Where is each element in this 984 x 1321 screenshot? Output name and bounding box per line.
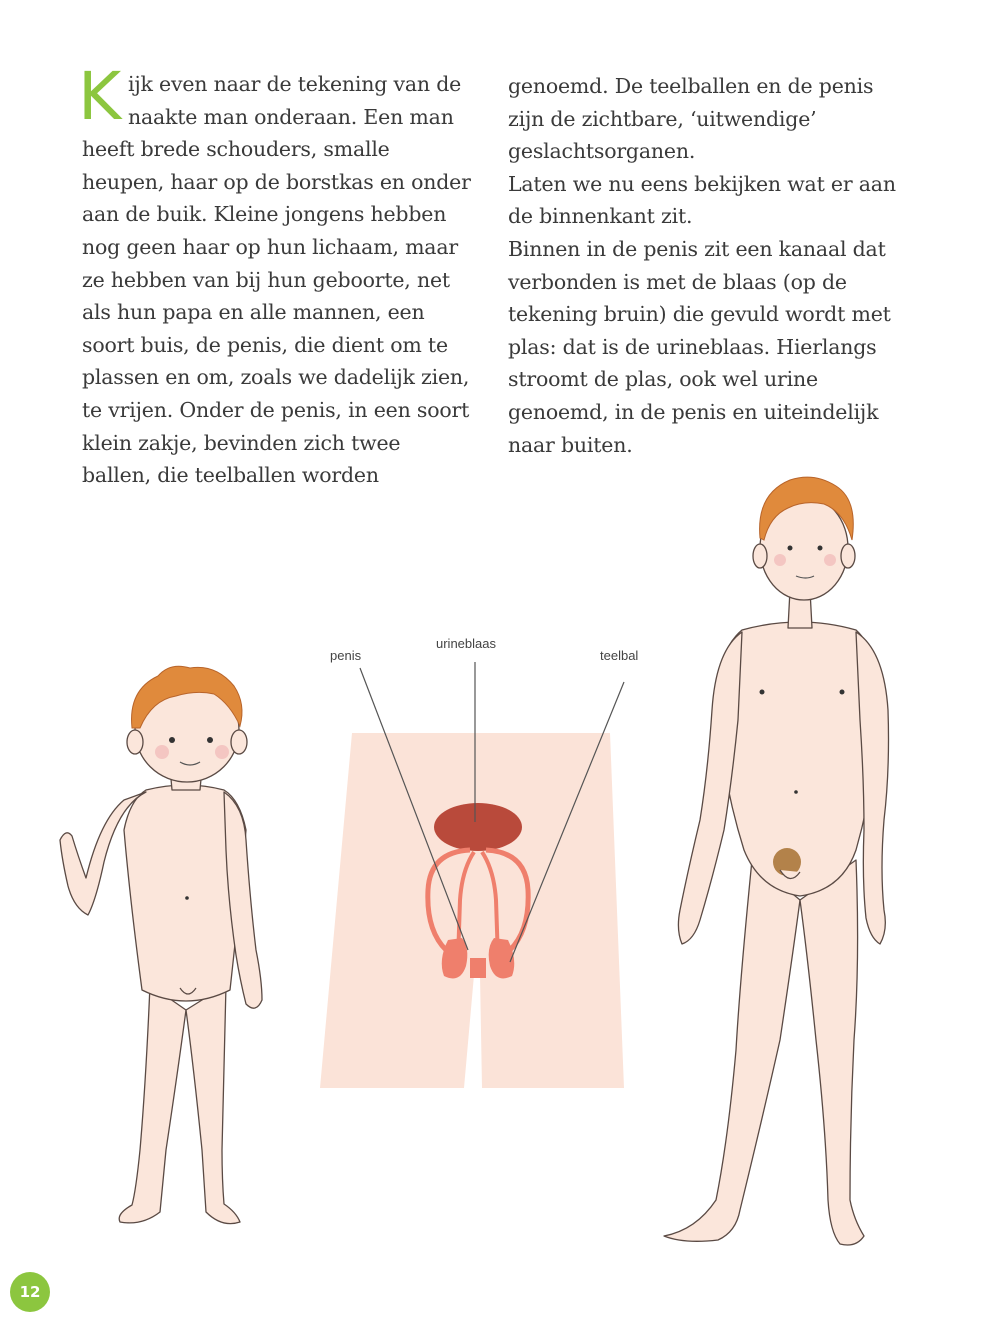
text-line: geslachtsorganen. — [508, 139, 696, 164]
text-line: Binnen in de penis zit een kanaal dat — [508, 236, 886, 261]
page-number-badge: 12 — [10, 1272, 50, 1312]
text-line: ballen, die teelballen worden — [82, 463, 379, 488]
text-line: als hun papa en alle mannen, een — [82, 300, 425, 325]
text-line: naakte man onderaan. Een man — [128, 104, 454, 129]
text-line: tekening bruin) die gevuld wordt met — [508, 302, 891, 327]
child-illustration — [60, 678, 262, 1224]
text-line: aan de buik. Kleine jongens hebben — [82, 202, 447, 227]
text-line: zijn de zichtbare, ‘uitwendige’ — [508, 106, 817, 131]
text-line: genoemd. De teelballen en de penis — [508, 74, 874, 98]
text-line: soort buis, de penis, die dient om te — [82, 332, 448, 357]
text-line: de binnenkant zit. — [508, 204, 693, 229]
text-line: genoemd, in de penis en uiteindelijk — [508, 399, 879, 424]
label-teelbal: teelbal — [600, 648, 639, 663]
text-line: klein zakje, bevinden zich twee — [82, 430, 401, 455]
text-line: nog geen haar op hun lichaam, maar — [82, 234, 458, 259]
text-line: heupen, haar op de borstkas en onder — [82, 169, 471, 194]
label-urineblaas: urineblaas — [436, 636, 496, 651]
text-line: plas: dat is de urineblaas. Hierlangs — [508, 334, 877, 359]
text-line: heeft brede schouders, smalle — [82, 137, 390, 162]
label-penis: penis — [330, 648, 362, 663]
anatomy-diagram — [320, 662, 624, 1088]
text-line: ijk even naar de tekening van de — [128, 72, 462, 96]
text-line: stroomt de plas, ook wel urine — [508, 367, 818, 392]
text-line: te vrijen. Onder de penis, in een soort — [82, 397, 470, 422]
text-line: verbonden is met de blaas (op de — [508, 269, 847, 294]
drop-cap: K — [78, 58, 122, 135]
text-line: Laten we nu eens bekijken wat er aan — [508, 171, 896, 196]
text-line: plassen en om, zoals we dadelijk zien, — [82, 365, 470, 390]
text-line: naar buiten. — [508, 432, 633, 457]
text-line: ze hebben van bij hun geboorte, net — [82, 267, 450, 292]
